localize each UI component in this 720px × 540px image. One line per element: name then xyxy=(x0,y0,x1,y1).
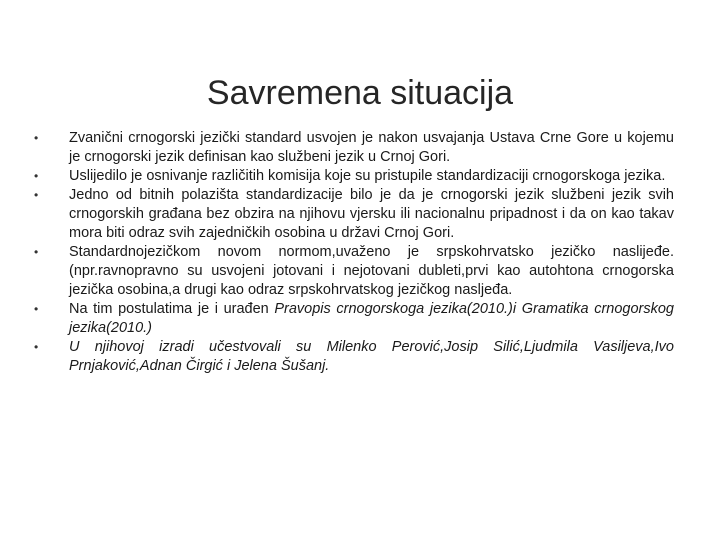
bullet-text-prefix: Na tim postulatima je i urađen xyxy=(69,301,275,317)
bullet-item-3 xyxy=(34,186,674,243)
bullet-item-5 xyxy=(34,300,674,338)
bullet-text: Standardnojezičkom novom normom,uvaženo je srpskohrvatsko jezičko naslijeđe.(npr.ravnopravno su usvojeni jotovani i nejotovani dubleti,prvi kao autohtona crnogorska jezička osobina,a drugi kao odraz srpskohrvatskog jezičkog naslјeđa. xyxy=(69,244,674,298)
bullet-icon: • xyxy=(34,245,39,259)
bullet-icon: • xyxy=(34,131,39,145)
bullet-text xyxy=(69,300,674,338)
bullet-icon: • xyxy=(34,340,39,354)
bullet-item-4 xyxy=(34,243,674,300)
bullet-item-6 xyxy=(34,338,674,376)
bullet-text: Zvanični crnogorski jezički standard usvojen je nakon usvajanja Ustava Crne Gore u kojemu je crnogorski jezik definisan kao službeni jezik u Crnoj Gori. xyxy=(69,130,674,165)
bullet-text: Jedno od bitnih polazišta standardizacije bilo je da je crnogorski jezik službeni jezik svih crnogorskih građana bez obzira na njihovu vjersku ili nacionalnu pripadnost i da on kao takav mora biti odraz svih zajedničkih osobina u državi Crnoj Gori. xyxy=(69,187,674,241)
bullet-icon: • xyxy=(34,302,39,316)
bullet-item-2 xyxy=(34,167,674,186)
slide-title: Savremena situacija xyxy=(206,74,514,112)
bullet-text-italic: Pravopis crnogorskoga jezika(2010.)i Gramatika crnogorskog jezika(2010.) xyxy=(69,301,674,336)
bullet-text: Uslijedilo je osnivanje različitih komisija koje su pristupile standardizaciji crnogorskoga jezika. xyxy=(69,168,666,184)
bullet-item-1 xyxy=(34,129,674,167)
bullet-icon: • xyxy=(34,188,39,202)
bullet-icon: • xyxy=(34,169,39,183)
bullet-text: U njihovoj izradi učestvovali su Milenko Perović,Josip Silić,Ljudmila Vasiljeva,Ivo Prnjaković,Adnan Čirgić i Jelena Šušanj. xyxy=(69,339,674,374)
bullet-list xyxy=(34,129,674,376)
